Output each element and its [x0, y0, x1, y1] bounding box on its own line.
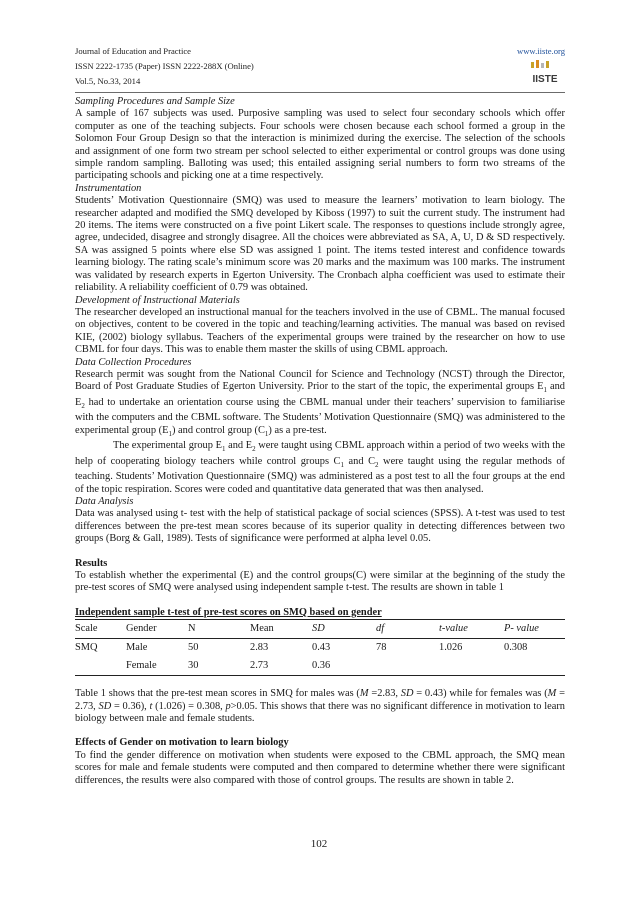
- logo-text: IISTE: [532, 74, 558, 85]
- table-header-cell: P- value: [504, 620, 565, 639]
- table-cell: 78: [376, 642, 387, 654]
- table-header-cell: Gender: [126, 620, 188, 639]
- table-header-cell: Scale: [75, 620, 126, 639]
- table-cell: 0.43: [312, 642, 331, 654]
- instrumentation-heading: Instrumentation: [75, 182, 142, 194]
- results-table: [75, 619, 565, 676]
- article-body: [75, 96, 565, 787]
- effects-paragraph: To find the gender difference on motivation when students were exposed to the CBML approach, the SMQ mean scores for male and female students were computed and then compared to determine whether there were significant differences, the results were also compared with those of control groups. The results are shown in table 2.: [75, 749, 565, 786]
- table-cell: [75, 657, 126, 676]
- table-header-row: [75, 620, 565, 639]
- table-cell: 2.73: [250, 657, 312, 676]
- collection-paragraph-1: Research permit was sought from the National Council for Science and Technology (NCST) through the Director, Board of Post Graduate Studies of Egerton University. Prior to the start of the topic, the experimental groups $E_1$ and $E_2$ had to undertake an orientation course using the CBML manual under their teachers’ supervision to familiarise with the computers and the CBML software. The Students’ Motivation Questionnaire (SMQ) was administered to the experimental group $(E_1)$ and control group $(C_1)$ as a pre-test.: [75, 368, 565, 438]
- table-cell: 2.83: [250, 642, 269, 654]
- table-header-cell: t-value: [439, 620, 504, 639]
- effects-heading: Effects of Gender on motivation to learn biology: [75, 737, 289, 749]
- collection-heading: Data Collection Procedures: [75, 356, 192, 368]
- volume-line: Vol.5, No.33, 2014: [75, 76, 141, 86]
- development-paragraph: The researcher developed an instructional manual for the teachers involved in the use of CBML. The manual focused on objectives, content to be covered in the topic and teaching/learning activities. The manual was based on revised KIE, (2002) biology syllabus. Teachers of the experimental groups were trained by the researcher on how to use CBML for four days. This was to enable them master the skills of using CBML approach.: [75, 306, 565, 356]
- instrumentation-paragraph: Students’ Motivation Questionnaire (SMQ) was used to measure the learners’ motivation to learn biology. The researcher adapted and modified the SMQ developed by Kiboss (1997) to suit the current study. The instrument had 20 items. The items were constructed on a five point Likert scale. The responses to questions include strongly agree, agree, undecided, disagree and strongly disagree. All the choices were abbreviated as SA, A, U, D & SD respectively. SA was assigned 5 points where else SD was assigned 1 point. The items tested interest and confidence towards learning biology. The rating scale’s minimum score was 20 marks and the maximum was 100 marks. The instrument was validated by research experts in Egerton University. The Cronbach alpha coefficient was used to estimate their reliability. A reliability coefficient of 0.79 was obtained.: [75, 195, 565, 294]
- table-cell: 0.36: [312, 657, 376, 676]
- table-cell: Male: [126, 642, 148, 654]
- table-header-cell: df: [376, 620, 439, 639]
- table-cell: SMQ: [75, 642, 98, 654]
- collection-paragraph-2: The experimental group $E_1$ and $E_2$ were taught using CBML approach within a period of two weeks with the help of cooperating biology teachers while control groups $C_1$ and $C_2$ were taught using the regular methods of teaching. Students’ Motivation Questionnaire (SMQ) was administered as a post test to all the four groups at the end of the topic respiration. Scores were coded and quantitative data generated that was then analysed.: [75, 440, 566, 495]
- page-number: 102: [310, 838, 328, 850]
- table-header-cell: N: [188, 620, 250, 639]
- sampling-heading: Sampling Procedures and Sample Size: [75, 96, 235, 107]
- results-paragraph: To establish whether the experimental (E) and the control groups(C) were similar at the beginning of the study the pre-test scores of SMQ were analysed using independent sample t-test. The results are shown in table 1: [75, 570, 565, 594]
- table-row: [75, 657, 565, 676]
- table-cell: [439, 657, 504, 676]
- table-cell: 0.308: [504, 642, 528, 654]
- header-rule: [75, 92, 565, 93]
- table-cell: 50: [188, 642, 199, 654]
- table-cell: [504, 657, 565, 676]
- sampling-paragraph: A sample of 167 subjects was used. Purposive sampling was used to select four secondary schools which offer computer as one of the teaching subjects. Four schools were chosen because each school formed a group in the Solomon Four Group Design so that the interaction is minimized during the exercise. The selection of the schools and assignment of one form two stream per school selected to either experimental or control groups was done using simple random sampling. Balloting was used; this entailed assigning serial numbers to form two streams of the participating schools and picking one at a time respectively.: [75, 108, 565, 182]
- table-cell: 30: [188, 657, 250, 676]
- table-caption: Independent sample t-test of pre-test scores on SMQ based on gender: [75, 606, 382, 618]
- table-cell: 1.026: [439, 642, 463, 654]
- table-header-cell: Mean: [250, 620, 312, 639]
- table-cell: Female: [126, 657, 188, 676]
- page-header: [75, 44, 565, 94]
- table-cell: [376, 657, 439, 676]
- development-heading: Development of Instructional Materials: [75, 294, 240, 306]
- analysis-paragraph: Data was analysed using t- test with the help of statistical package of social sciences (SPSS). A t-test was used to test differences between the pre-test mean scores because of its superior quality in detecting differences between two groups (Borg & Gall, 1989). Tests of significance were performed at alpha level 0.05.: [75, 508, 565, 545]
- journal-name: Journal of Education and Practice: [75, 46, 191, 56]
- table1-interpretation: Table 1 shows that the pre-test mean scores in SMQ for males was (M =2.83, SD = 0.43) while for females was (M = 2.73, SD = 0.36), t (1.026) = 0.308, p>0.05. This shows that there was no significant difference in motivation to learn biology between male and female students.: [75, 688, 565, 725]
- table-row: [75, 639, 565, 658]
- table-header-cell: SD: [312, 620, 376, 639]
- iiste-logo: [525, 60, 565, 92]
- journal-url-link[interactable]: www.iiste.org: [517, 46, 565, 56]
- analysis-heading: Data Analysis: [75, 495, 134, 507]
- issn-line: ISSN 2222-1735 (Paper) ISSN 2222-288X (Online): [75, 61, 254, 71]
- results-heading: Results: [75, 557, 108, 569]
